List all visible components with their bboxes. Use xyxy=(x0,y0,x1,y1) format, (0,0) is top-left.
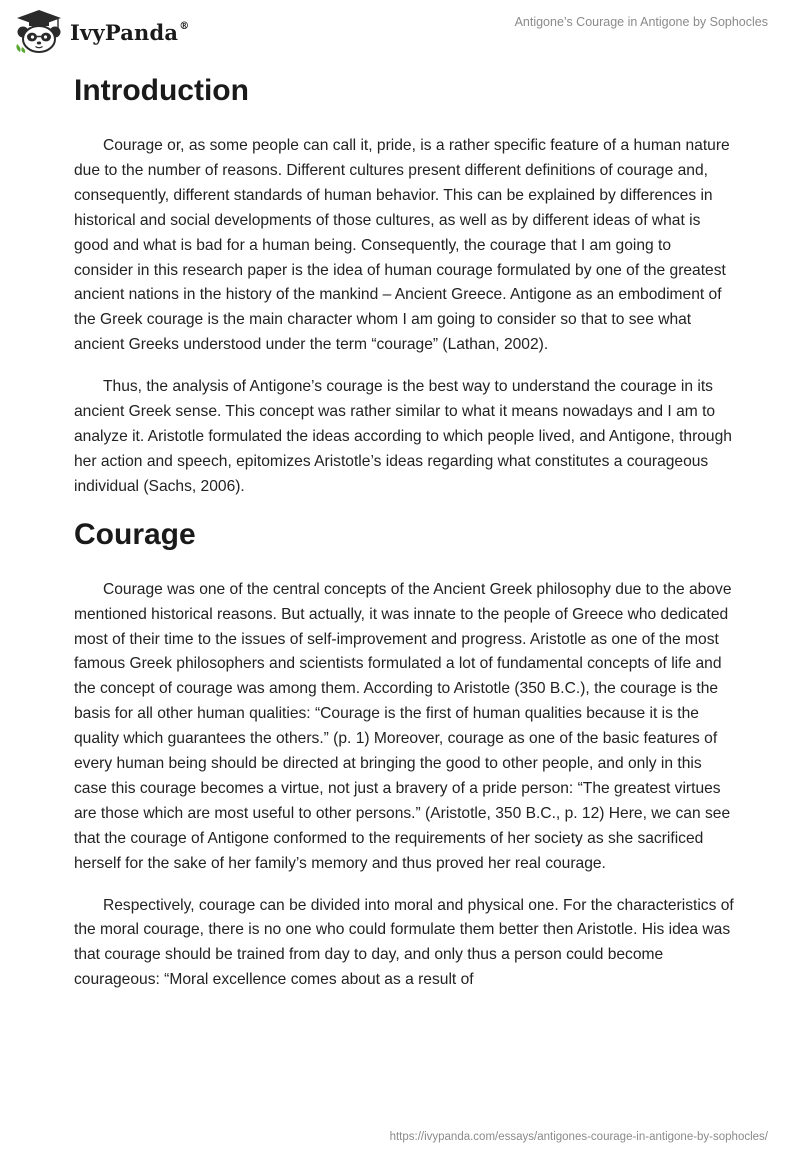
paragraph: Thus, the analysis of Antigone’s courage is the best way to understand the courage in its ancient Greek sense. This concept was rather similar to what it means nowadays and I am to analyze it. Aristotle formulated the ideas according to which people lived, and Antigone, through her action and speech, epitomizes Aristotle’s ideas regarding what constitutes a courageous individual (Sachs, 2006). xyxy=(74,378,732,495)
paragraph: Courage or, as some people can call it, pride, is a rather specific feature of a human nature due to the number of reasons. Different cultures present different definitions of courage and, consequently, different standards of human behavior. This can be explained by differences in historical and social developments of those cultures, as well as by different ideas of what is good and what is bad for a human being. Consequently, the courage that I am going to consider in this research paper is the idea of human courage formulated by one of the greatest ancient nations in the history of the mankind – Ancient Greece. Antigone as an embodiment of the Greek courage is the main character whom I am going to consider so that to see what ancient Greeks understood under the term “courage” (Lathan, 2002). xyxy=(74,137,730,354)
panda-graduate-icon xyxy=(14,8,64,54)
section-heading-introduction: Introduction xyxy=(74,74,249,107)
essay-body xyxy=(74,70,734,993)
brand-name: IvyPanda® xyxy=(70,19,190,45)
paragraph: Respectively, courage can be divided into moral and physical one. For the characteristics of the moral courage, there is no one who could formulate them better then Aristotle. His idea was that courage should be trained from day to day, and only thus a person could become courageous: “Moral excellence comes about as a result of xyxy=(74,896,734,989)
page-header xyxy=(0,0,800,60)
brand-logo[interactable] xyxy=(14,8,189,54)
paragraph: Courage was one of the central concepts of the Ancient Greek philosophy due to the above mentioned historical reasons. But actually, it was innate to the people of Greece who dedicated most of their time to the issues of self-improvement and progress. Aristotle as one of the most famous Greek philosophers and scientists formulated a lot of fundamental concepts of life and the concept of courage was among them. According to Aristotle (350 B.C.), the courage is the basis for all other human qualities: “Courage is the first of human qualities because it is the quality which guarantees the others.” (p. 1) Moreover, courage as one of the basic features of every human being should be directed at bringing the good to other people, and only in this case this courage becomes a virtue, not just a bravery of a pride person: “The greatest virtues are those which are most useful to other persons.” (Aristotle, 350 B.C., p. 12) Here, we can see that the courage of Antigone conformed to the requirements of her society as she sacrificed herself for the sake of her family’s memory and thus proved her real courage. xyxy=(74,580,732,872)
document-title: Antigone’s Courage in Antigone by Sophocles xyxy=(514,15,768,29)
section-heading-courage: Courage xyxy=(74,517,196,551)
source-url[interactable]: https://ivypanda.com/essays/antigones-courage-in-antigone-by-sophocles/ xyxy=(389,1131,768,1143)
